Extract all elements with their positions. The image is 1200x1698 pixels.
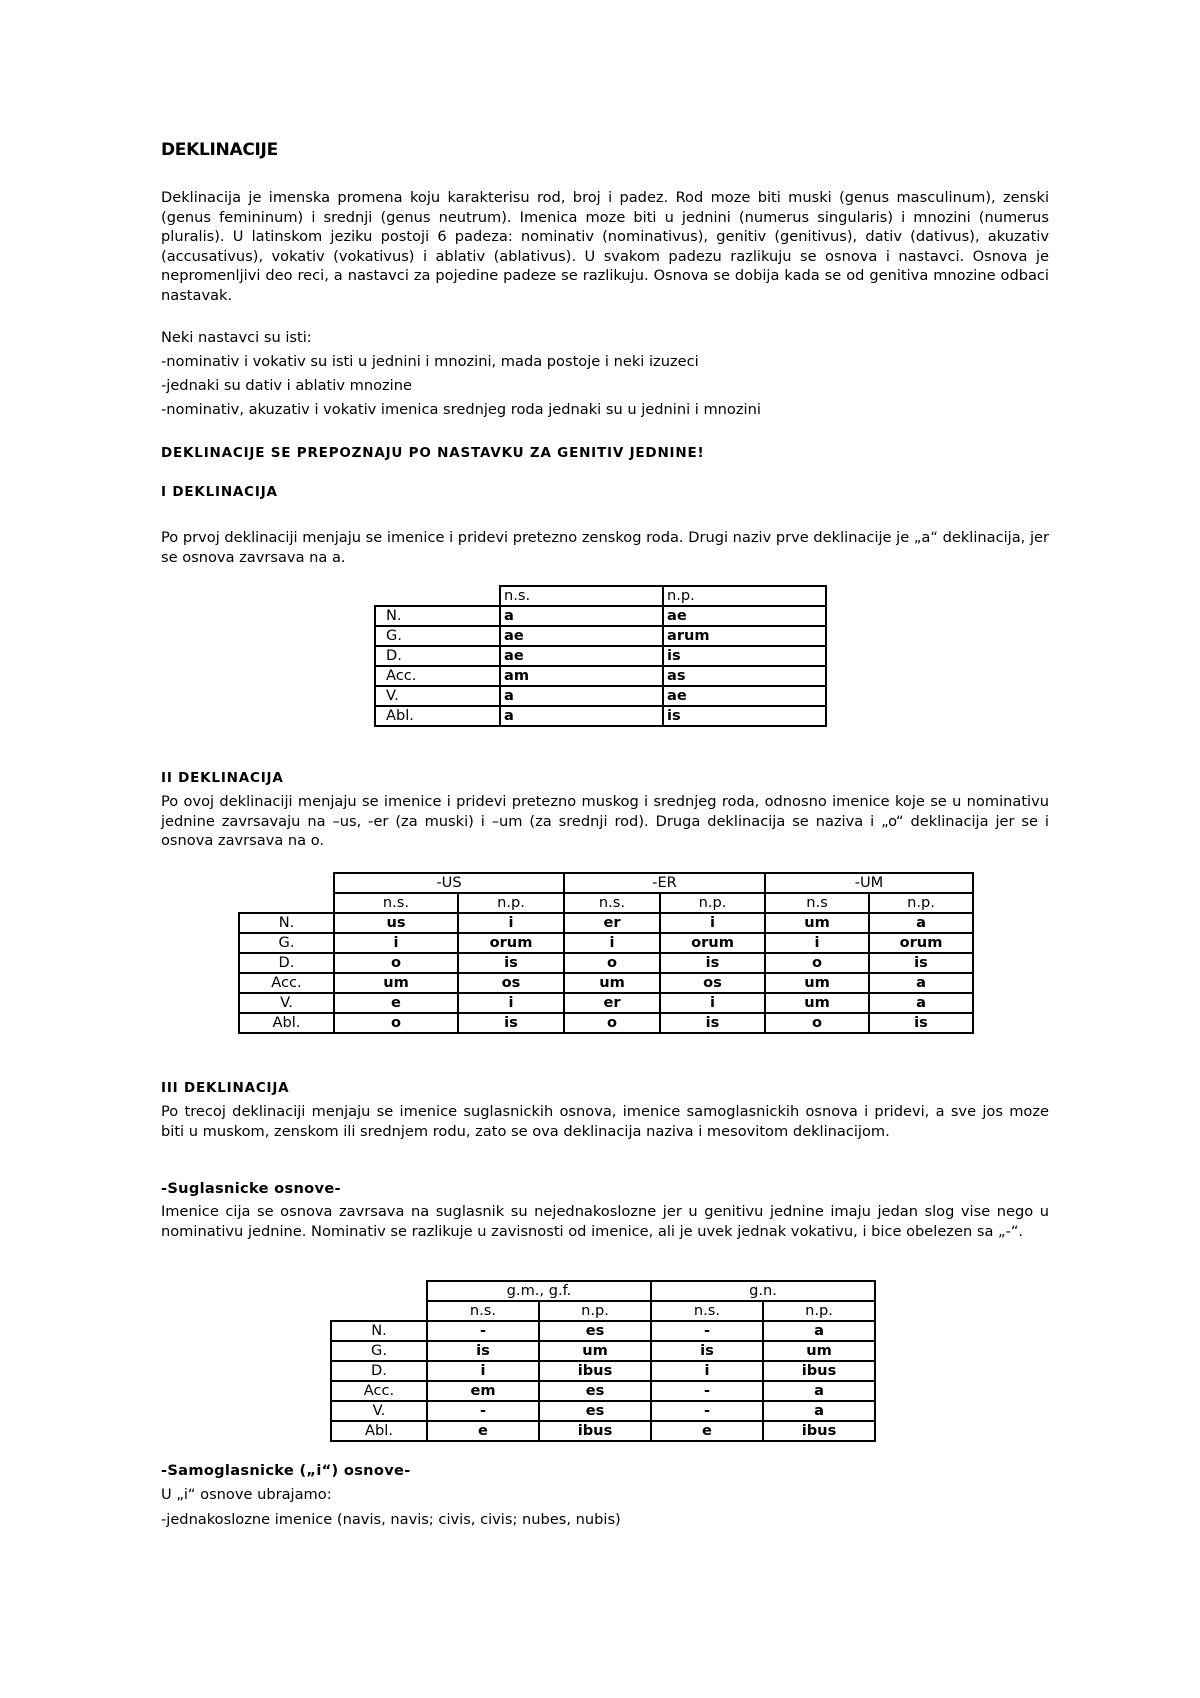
table-cell: i [660, 993, 765, 1013]
table-cell: is [663, 706, 826, 726]
case-label: D. [375, 646, 500, 666]
table-cell: e [651, 1421, 763, 1441]
table-header: n.p. [869, 893, 973, 913]
table-cell: - [427, 1401, 539, 1421]
table-row [331, 1401, 875, 1421]
table-corner [375, 586, 500, 606]
table-cell: es [539, 1321, 651, 1341]
table-cell: e [427, 1421, 539, 1441]
table-cell: o [334, 953, 458, 973]
case-label: N. [375, 606, 500, 626]
table-cell: os [660, 973, 765, 993]
decl1-table [374, 585, 827, 727]
table-row [375, 646, 826, 666]
table-cell: i [564, 933, 660, 953]
table-header: n.s. [651, 1301, 763, 1321]
table-cell: is [458, 1013, 564, 1033]
table-cell: as [663, 666, 826, 686]
table-cell: is [663, 646, 826, 666]
decl1-heading: I DEKLINACIJA [161, 484, 278, 500]
table-cell: is [869, 1013, 973, 1033]
table-cell: um [564, 973, 660, 993]
table-cell: is [651, 1341, 763, 1361]
vowel-item: -jednakoslozne imenice (navis, navis; civis, civis; nubes, nubis) [161, 1511, 621, 1528]
case-label: N. [239, 913, 334, 933]
table-header-row [239, 893, 973, 913]
table-cell: ae [663, 606, 826, 626]
table-cell: um [765, 993, 869, 1013]
table-header: n.s. [334, 893, 458, 913]
table-cell: orum [660, 933, 765, 953]
table-row [375, 706, 826, 726]
table-cell: ibus [763, 1361, 875, 1381]
table-cell: orum [458, 933, 564, 953]
table-header-row [331, 1301, 875, 1321]
table-cell: o [334, 1013, 458, 1033]
table-cell: i [334, 933, 458, 953]
table-cell: o [765, 1013, 869, 1033]
table-row [331, 1381, 875, 1401]
table-corner [331, 1301, 427, 1321]
same-endings-item: -nominativ, akuzativ i vokativ imenica srednjeg roda jednaki su u jednini i mnozini [161, 401, 761, 418]
case-label: V. [375, 686, 500, 706]
table-cell: ae [663, 686, 826, 706]
decl2-paragraph: Po ovoj deklinaciji menjaju se imenice i pridevi pretezno muskog i srednjeg roda, odnosno imenice koje se u nominativu jednine zavrsavaju na –us, -er (za muski) i –um (za srednji rod). Druga deklinacija se naziva i „o“ deklinacija jer se i osnova zavrsava na o. [161, 793, 1049, 849]
table-cell: es [539, 1401, 651, 1421]
table-cell: i [660, 913, 765, 933]
table-cell: is [427, 1341, 539, 1361]
table-cell: ae [500, 626, 663, 646]
table-row [331, 1341, 875, 1361]
table-header: n.p. [458, 893, 564, 913]
table-cell: orum [869, 933, 973, 953]
case-label: Abl. [331, 1421, 427, 1441]
table-cell: - [651, 1401, 763, 1421]
table-cell: a [763, 1401, 875, 1421]
table-group-header: g.n. [651, 1281, 875, 1301]
table-group-header: -ER [564, 873, 765, 893]
table-cell: us [334, 913, 458, 933]
table-cell: arum [663, 626, 826, 646]
table-cell: um [334, 973, 458, 993]
table-row [375, 666, 826, 686]
table-cell: is [660, 953, 765, 973]
table-cell: es [539, 1381, 651, 1401]
table-group-header: -UM [765, 873, 973, 893]
table-group-row [331, 1281, 875, 1301]
table-cell: i [765, 933, 869, 953]
case-label: Acc. [239, 973, 334, 993]
same-endings-item: -nominativ i vokativ su isti u jednini i mnozini, mada postoje i neki izuzeci [161, 353, 699, 370]
table-cell: ibus [763, 1421, 875, 1441]
table-cell: is [458, 953, 564, 973]
same-endings-lead: Neki nastavci su isti: [161, 329, 312, 346]
table-cell: em [427, 1381, 539, 1401]
vowel-heading: -Samoglasnicke („i“) osnove- [161, 1462, 411, 1479]
consonant-heading: -Suglasnicke osnove- [161, 1180, 341, 1197]
table-row [239, 953, 973, 973]
table-cell: i [651, 1361, 763, 1381]
table-row [239, 913, 973, 933]
case-label: D. [331, 1361, 427, 1381]
case-label: G. [331, 1341, 427, 1361]
table-cell: a [500, 686, 663, 706]
decl1-paragraph: Po prvoj deklinaciji menjaju se imenice i pridevi pretezno zenskog roda. Drugi naziv prve deklinacije je „a“ deklinacija, jer se osnova zavrsava na a. [161, 529, 1049, 566]
table-cell: um [765, 913, 869, 933]
table-cell: i [458, 993, 564, 1013]
page-title: DEKLINACIJE [161, 140, 278, 160]
table-row [375, 686, 826, 706]
table-cell: um [765, 973, 869, 993]
case-label: Acc. [375, 666, 500, 686]
table-group-row [239, 873, 973, 893]
table-cell: - [651, 1381, 763, 1401]
table-row [239, 973, 973, 993]
table-row [331, 1361, 875, 1381]
table-cell: - [651, 1321, 763, 1341]
intro-paragraph: Deklinacija je imenska promena koju karakterisu rod, broj i padez. Rod moze biti muski (genus masculinum), zenski (genus femininum) i srednji (genus neutrum). Imenica moze biti u jednini (numerus singularis) i mnozini (numerus pluralis). U latinskom jeziku postoji 6 padeza: nominativ (nominativus), genitiv (genitivus), dativ (dativus), akuzativ (accusativus), vokativ (vokativus) i ablativ (ablativus). U svakom padezu razlikuju se osnova i nastavci. Osnova je nepromenljivi deo reci, a nastavci za pojedine padeze se razlikuju. Osnova se dobija kada se od genitiva mnozine odbaci nastavak. [161, 189, 1049, 304]
table-cell: a [500, 706, 663, 726]
table-row [331, 1321, 875, 1341]
decl3-paragraph: Po trecoj deklinaciji menjaju se imenice suglasnickih osnova, imenice samoglasnickih osnova i pridevi, a sve jos moze biti u muskom, zenskom ili srednjem rodu, zato se ova deklinacija naziva i mesovitom deklinacijom. [161, 1103, 1049, 1140]
table-row [331, 1421, 875, 1441]
case-label: G. [375, 626, 500, 646]
table-group-header: -US [334, 873, 564, 893]
table-cell: er [564, 993, 660, 1013]
consonant-paragraph: Imenice cija se osnova zavrsava na suglasnik su nejednakoslozne jer u genitivu jednine imaju jedan slog vise nego u nominativu jednine. Nominativ se razlikuje u zavisnosti od imenice, ali je uvek jednak vokativu, i bice obelezen sa „-“. [161, 1203, 1049, 1240]
table-cell: a [869, 913, 973, 933]
table-cell: i [427, 1361, 539, 1381]
table-corner [239, 873, 334, 893]
table-cell: am [500, 666, 663, 686]
table-cell: i [458, 913, 564, 933]
decl2-table [238, 872, 974, 1034]
table-cell: a [869, 973, 973, 993]
case-label: Abl. [375, 706, 500, 726]
same-endings-item: -jednaki su dativ i ablativ mnozine [161, 377, 412, 394]
table-cell: ae [500, 646, 663, 666]
table-cell: is [869, 953, 973, 973]
table-header-row [375, 586, 826, 606]
decl3-table [330, 1280, 876, 1442]
table-cell: a [763, 1381, 875, 1401]
table-cell: a [763, 1321, 875, 1341]
table-row [375, 626, 826, 646]
table-header: n.p. [763, 1301, 875, 1321]
table-corner [239, 893, 334, 913]
table-header: n.p. [660, 893, 765, 913]
table-cell: o [765, 953, 869, 973]
table-header: n.s. [500, 586, 663, 606]
table-cell: ibus [539, 1361, 651, 1381]
rule-heading: DEKLINACIJE SE PREPOZNAJU PO NASTAVKU ZA GENITIV JEDNINE! [161, 445, 705, 461]
table-cell: o [564, 953, 660, 973]
case-label: N. [331, 1321, 427, 1341]
decl2-heading: II DEKLINACIJA [161, 770, 284, 786]
vowel-lead: U „i“ osnove ubrajamo: [161, 1486, 332, 1503]
case-label: Abl. [239, 1013, 334, 1033]
decl3-heading: III DEKLINACIJA [161, 1080, 290, 1096]
table-cell: ibus [539, 1421, 651, 1441]
table-row [375, 606, 826, 626]
case-label: Acc. [331, 1381, 427, 1401]
table-header: n.s. [427, 1301, 539, 1321]
case-label: V. [331, 1401, 427, 1421]
table-header: n.p. [663, 586, 826, 606]
table-cell: um [539, 1341, 651, 1361]
table-header: n.p. [539, 1301, 651, 1321]
table-cell: is [660, 1013, 765, 1033]
case-label: V. [239, 993, 334, 1013]
case-label: G. [239, 933, 334, 953]
table-cell: e [334, 993, 458, 1013]
table-row [239, 993, 973, 1013]
case-label: D. [239, 953, 334, 973]
table-cell: er [564, 913, 660, 933]
table-row [239, 933, 973, 953]
table-row [239, 1013, 973, 1033]
table-cell: a [500, 606, 663, 626]
table-header: n.s. [564, 893, 660, 913]
table-cell: os [458, 973, 564, 993]
table-cell: um [763, 1341, 875, 1361]
table-header: n.s [765, 893, 869, 913]
table-corner [331, 1281, 427, 1301]
table-group-header: g.m., g.f. [427, 1281, 651, 1301]
table-cell: o [564, 1013, 660, 1033]
table-cell: a [869, 993, 973, 1013]
table-cell: - [427, 1321, 539, 1341]
